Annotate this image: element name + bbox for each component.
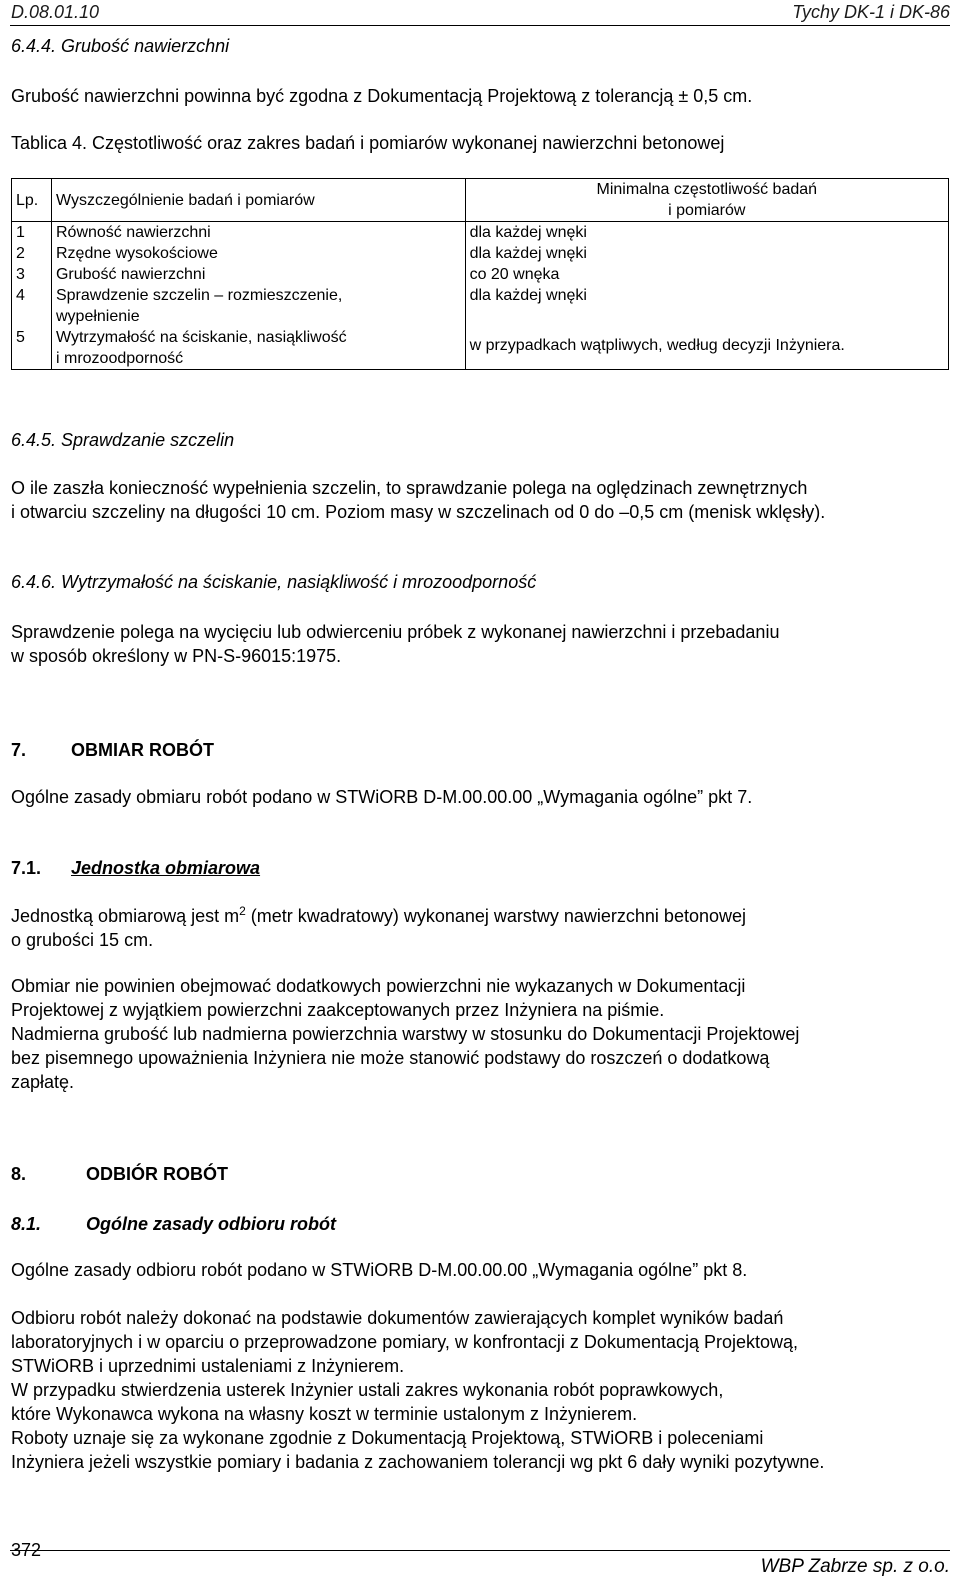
table-cell-freq: dla każdej wnęki xyxy=(465,222,948,244)
heading-6-4-5: 6.4.5. Sprawdzanie szczelin xyxy=(11,430,235,450)
text-6-4-4: Grubość nawierzchni powinna być zgodna z Dokumentacją Projektową z tolerancją ± 0,5 cm. xyxy=(11,86,753,106)
table-cell-freq: w przypadkach wątpliwych, według decyzji Inżyniera. xyxy=(465,327,948,370)
footer-rule xyxy=(10,1550,950,1551)
heading-8: 8. ODBIÓR ROBÓT xyxy=(11,1164,228,1184)
table-header-desc: Wyszczególnienie badań i pomiarów xyxy=(51,179,465,222)
heading-8-1: 8.1. Ogólne zasady odbioru robót xyxy=(11,1214,337,1234)
table-cell-desc: Grubość nawierzchni xyxy=(51,264,465,285)
table-header-lp: Lp. xyxy=(12,179,52,222)
table-cell-lp: 1 xyxy=(12,222,52,244)
header-rule xyxy=(10,25,950,26)
table-cell-lp: 2 xyxy=(12,243,52,264)
text-8-1: Ogólne zasady odbioru robót podano w STWiORB D-M.00.00.00 „Wymagania ogólne” pkt 8. xyxy=(11,1260,748,1280)
measurements-table xyxy=(11,178,949,370)
table-header-row xyxy=(12,179,949,222)
table-row xyxy=(12,222,949,244)
text-7: Ogólne zasady obmiaru robót podano w STWiORB D-M.00.00.00 „Wymagania ogólne” pkt 7. xyxy=(11,787,753,807)
table-cell-desc: Rzędne wysokościowe xyxy=(51,243,465,264)
table-cell-freq: co 20 wnęka xyxy=(465,264,948,285)
table-cell-desc: Sprawdzenie szczelin – rozmieszczenie, wypełnienie xyxy=(51,285,465,327)
header-project-name: Tychy DK-1 i DK-86 xyxy=(792,2,950,22)
table-cell-desc: Wytrzymałość na ściskanie, nasiąkliwość i mrozoodporność xyxy=(51,327,465,370)
heading-7-1: 7.1. Jednostka obmiarowa xyxy=(11,858,261,878)
heading-7: 7. OBMIAR ROBÓT xyxy=(11,740,214,760)
table-row xyxy=(12,327,949,370)
table-cell-desc: Równość nawierzchni xyxy=(51,222,465,244)
table-cell-freq: dla każdej wnęki xyxy=(465,285,948,327)
table-caption: Tablica 4. Częstotliwość oraz zakres badań i pomiarów wykonanej nawierzchni betonowej xyxy=(11,133,725,153)
table-header-freq: Minimalna częstotliwość badań i pomiarów xyxy=(465,179,948,222)
table-cell-lp: 4 xyxy=(12,285,52,327)
table-row xyxy=(12,264,949,285)
footer-company: WBP Zabrze sp. z o.o. xyxy=(760,1556,950,1577)
text-6-4-6: Sprawdzenie polega na wycięciu lub odwierceniu próbek z wykonanej nawierzchni i przebadaniu w sposób określony w PN-S-96015:1975. xyxy=(11,622,780,666)
text-6-4-5: O ile zaszła konieczność wypełnienia szczelin, to sprawdzanie polega na oględzinach zewnętrznych i otwarciu szczeliny na długości 10 cm. Poziom masy w szczelinach od 0 do –0,5 cm (menisk wklęsły). xyxy=(11,478,826,522)
text-7-1: Jednostką obmiarową jest $m^2$ (metr kwadratowy) wykonanej warstwy nawierzchni betonowej o grubości 15 cm. xyxy=(11,904,746,950)
table-row xyxy=(12,243,949,264)
heading-6-4-6: 6.4.6. Wytrzymałość na ściskanie, nasiąkliwość i mrozoodporność xyxy=(11,572,537,592)
table-row xyxy=(12,285,949,327)
text-8-1-para2: Odbioru robót należy dokonać na podstawie dokumentów zawierających komplet wyników badań laboratoryjnych i w oparciu o przeprowadzone pomiary, w konfrontacji z Dokumentacją Projektową, STWiORB i uprzednimi ustaleniami z Inżynierem. W przypadku stwierdzenia usterek Inżynier ustali zakres wykonania robót poprawkowych, które Wykonawca wykona na własny koszt w terminie ustalonym z Inżynierem. Roboty uznaje się za wykonane zgodnie z Dokumentacją Projektową, STWiORB i poleceniami Inżyniera jeżeli wszystkie pomiary i badania z zachowaniem tolerancji wg pkt 6 dały wyniki pozytywne. xyxy=(11,1308,825,1472)
heading-6-4-4: 6.4.4. Grubość nawierzchni xyxy=(11,36,230,56)
footer-page-number: 372 xyxy=(11,1540,42,1560)
table-cell-lp: 5 xyxy=(12,327,52,370)
text-7-1-para2: Obmiar nie powinien obejmować dodatkowych powierzchni nie wykazanych w Dokumentacji Projektowej z wyjątkiem powierzchni zaakceptowanych przez Inżyniera na piśmie. Nadmierna grubość lub nadmierna powierzchnia warstwy w stosunku do Dokumentacji Projektowej bez pisemnego upoważnienia Inżyniera nie może stanowić podstawy do roszczeń o dodatkową zapłatę. xyxy=(11,976,800,1092)
header-doc-code: D.08.01.10 xyxy=(11,2,100,22)
table-cell-lp: 3 xyxy=(12,264,52,285)
table-cell-freq: dla każdej wnęki xyxy=(465,243,948,264)
